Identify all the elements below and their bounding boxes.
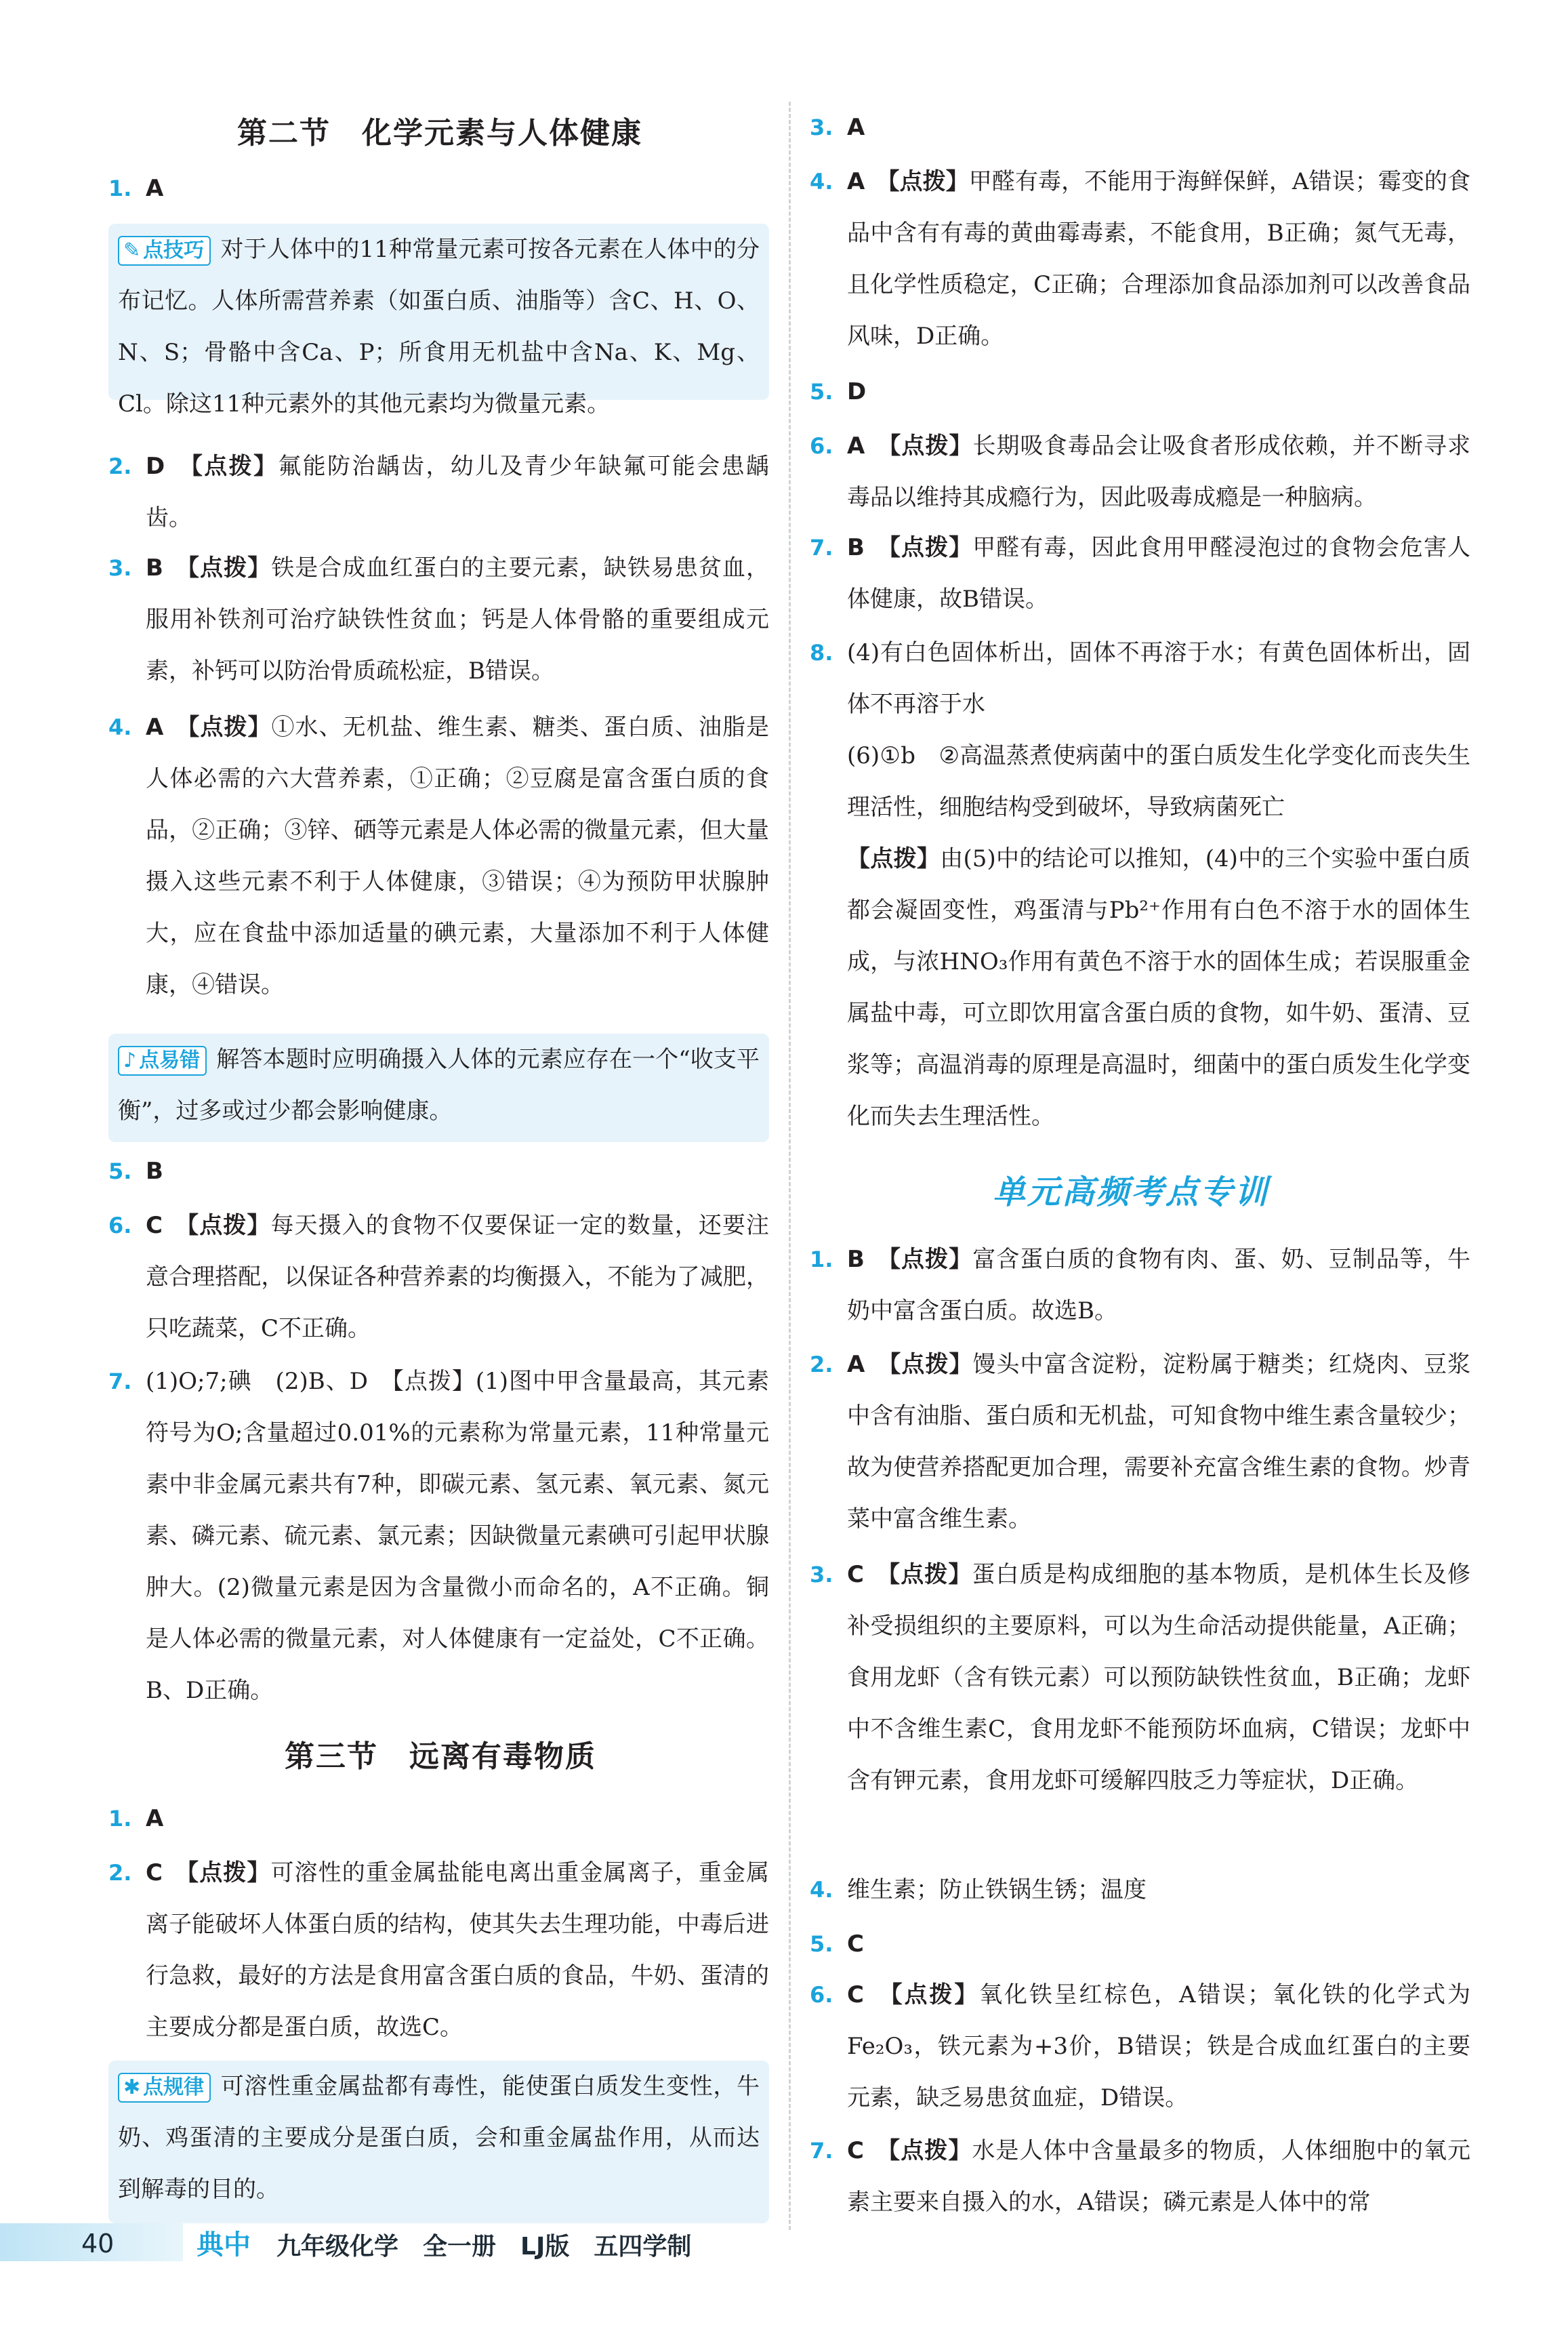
section-title: 第三节 远离有毒物质 bbox=[285, 1739, 596, 1774]
answer-item: 2. C 【点拨】可溶性的重金属盐能电离出重金属离子，重金属离子能破坏人体蛋白质的结构，使其失去生理功能，中毒后进行急救，最好的方法是食用富含蛋白质的食品，牛奶、蛋清的主要成分都是蛋白质，故选C。 bbox=[108, 1859, 770, 2041]
answer-item: 5. B bbox=[108, 1158, 163, 1185]
pin-icon: ✱ bbox=[123, 2075, 141, 2099]
answer-item: 5. D bbox=[810, 378, 867, 405]
answer-item: 6. C 【点拨】氧化铁呈红棕色，A错误；氧化铁的化学式为Fe₂O₃，铁元素为+3价，B错误；铁是合成血红蛋白的主要元素，缺乏易患贫血症，D错误。 bbox=[810, 1981, 1470, 2111]
answer-item: 4. A 【点拨】甲醛有毒，不能用于海鲜保鲜，A错误；霉变的食品中含有有毒的黄曲霉毒素，不能食用，B正确；氮气无毒，且化学性质稳定，C正确；合理添加食品添加剂可以改善食品风味，D正确。 bbox=[810, 168, 1470, 350]
unit-title: 单元高频考点专训 bbox=[993, 1173, 1270, 1211]
tip-box-error: ♪ 点易错 解答本题时应明确摄入人体的元素应存在一个“收支平衡”，过多或过少都会影响健康。 bbox=[108, 1034, 769, 1142]
answer-item: 7. B 【点拨】甲醛有毒，因此食用甲醛浸泡过的食物会危害人体健康，故B错误。 bbox=[810, 534, 1471, 613]
tip-box-skill: ✎ 点技巧 对于人体中的11种常量元素可按各元素在人体中的分布记忆。人体所需营养素（如蛋白质、油脂等）含C、H、O、N、S；骨骼中含Ca、P；所食用无机盐中含Na、K、Mg、Cl。除这11种元素外的其他元素均为微量元素。 bbox=[108, 224, 769, 400]
answer-item: 1. A bbox=[108, 1805, 164, 1832]
brand-logo: 典中 bbox=[197, 2229, 251, 2261]
section-title: 第二节 化学元素与人体健康 bbox=[237, 116, 642, 150]
answer-item: 3. B 【点拨】铁是合成血红蛋白的主要元素，缺铁易患贫血，服用补铁剂可治疗缺铁性贫血；钙是人体骨骼的重要组成元素，补钙可以防治骨质疏松症，B错误。 bbox=[108, 554, 770, 685]
answer-item: 1. B 【点拨】富含蛋白质的食物有肉、蛋、奶、豆制品等，牛奶中富含蛋白质。故选B。 bbox=[810, 1246, 1471, 1324]
tip-label: ✎ 点技巧 bbox=[118, 236, 211, 266]
answer-item: 4. A 【点拨】①水、无机盐、维生素、糖类、蛋白质、油脂是人体必需的六大营养素，①正确；②豆腐是富含蛋白质的食品，②正确；③锌、硒等元素是人体必需的微量元素，但大量摄入这些元素不利于人体健康，③错误；④为预防甲状腺肿大，应在食盐中添加适量的碘元素，大量添加不利于人体健康，④错误。 bbox=[108, 714, 770, 998]
answer-item: 6. A 【点拨】长期吸食毒品会让吸食者形成依赖，并不断寻求毒品以维持其成瘾行为，因此吸毒成瘾是一种脑病。 bbox=[810, 432, 1471, 511]
answer-item: 7. (1)O;7;碘 (2)B、D 【点拨】(1)图中甲含量最高，其元素符号为O;含量超过0.01%的元素称为常量元素，11种常量元素中非金属元素共有7种，即碳元素、氢元素、氧元素、氮元素、磷元素、硫元素、氯元素；因缺微量元素碘可引起甲状腺肿大。(2)微量元素是因为含量微小而命名的，A不正确。铜是人体必需的微量元素，对人体健康有一定益处，C不正确。B、D正确。 bbox=[108, 1368, 769, 1704]
footer-info: 九年级化学 全一册 LJ版 五四学制 bbox=[276, 2233, 692, 2261]
tip-box-rule: ✱ 点规律 可溶性重金属盐都有毒性，能使蛋白质发生变性，牛奶、鸡蛋清的主要成分是蛋白质，会和重金属盐作用，从而达到解毒的目的。 bbox=[108, 2061, 769, 2223]
answer-item: 7. C 【点拨】水是人体中含量最多的物质，人体细胞中的氧元素主要来自摄入的水，A错误；磷元素是人体中的常 bbox=[810, 2137, 1470, 2216]
answer-item: 8. (4)有白色固体析出，固体不再溶于水；有黄色固体析出，固体不再溶于水 (6)①b ②高温蒸煮使病菌中的蛋白质发生化学变化而丧失生理活性，细胞结构受到破坏，导致病菌死亡 【点拨】由(5)中的结论可以推知，(4)中的三个实验中蛋白质都会凝固变性，鸡蛋清与Pb²⁺作用有白色不溶于水的固体生成，与浓HNO₃作用有黄色不溶于水的固体生成；若误服重金属盐中毒，可立即饮用富含蛋白质的食物，如牛奶、蛋清、豆浆等；高温消毒的原理是高温时，细菌中的蛋白质发生化学变化而失去生理活性。 bbox=[810, 639, 1470, 1130]
answer-item: 6. C 【点拨】每天摄入的食物不仅要保证一定的数量，还要注意合理搭配，以保证各种营养素的均衡摄入，不能为了减肥，只吃蔬菜，C不正确。 bbox=[108, 1212, 770, 1342]
tip-label: ✱ 点规律 bbox=[118, 2073, 211, 2103]
answer-item: 3. A bbox=[810, 114, 865, 141]
column-divider bbox=[789, 102, 791, 2230]
answer-item: 2. A 【点拨】馒头中富含淀粉，淀粉属于糖类；红烧肉、豆浆中含有油脂、蛋白质和无机盐，可知食物中维生素含量较少；故为使营养搭配更加合理，需要补充富含维生素的食物。炒青菜中富含维生素。 bbox=[810, 1351, 1471, 1533]
tip-label: ♪ 点易错 bbox=[118, 1046, 207, 1076]
answer-item: 5. C bbox=[810, 1930, 864, 1958]
answer-item: 3. C 【点拨】蛋白质是构成细胞的基本物质，是机体生长及修补受损组织的主要原料，可以为生命活动提供能量，A正确；食用龙虾（含有铁元素）可以预防缺铁性贫血，B正确；龙虾中不含维生素C，食用龙虾不能预防坏血病，C错误；龙虾中含有钾元素，食用龙虾可缓解四肢乏力等症状，D正确。 bbox=[810, 1561, 1471, 1794]
answer-item: 1. A bbox=[108, 175, 164, 202]
answer-item: 2. D 【点拨】氟能防治龋齿，幼儿及青少年缺氟可能会患龋齿。 bbox=[108, 453, 770, 531]
pencil-icon: ✎ bbox=[123, 239, 141, 262]
page-number: 40 bbox=[81, 2229, 115, 2259]
bell-icon: ♪ bbox=[123, 1049, 137, 1072]
answer-item: 4. 维生素；防止铁锅生锈；温度 bbox=[810, 1876, 1147, 1903]
